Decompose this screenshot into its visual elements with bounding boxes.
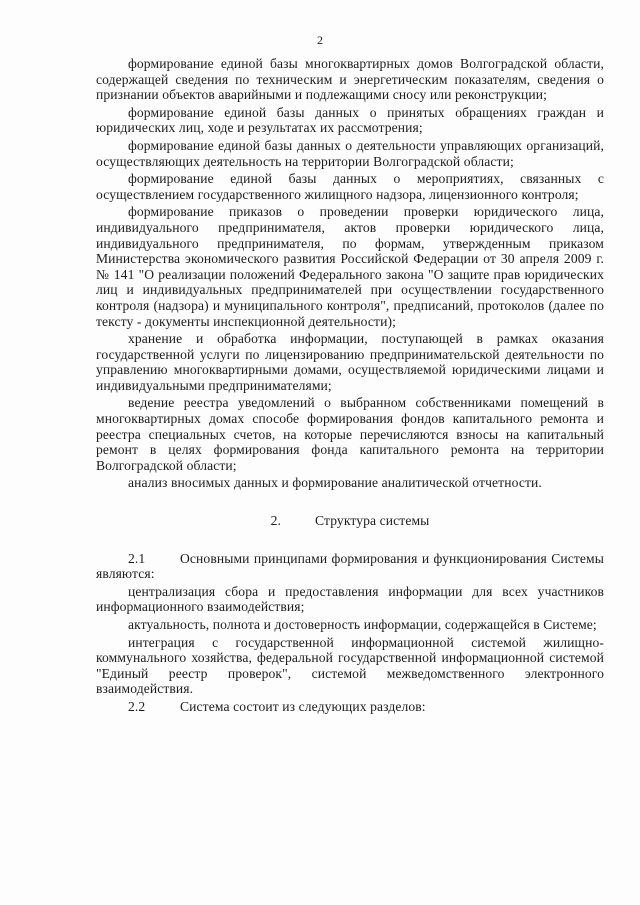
paragraph: формирование единой базы многоквартирных домов Волгоградской области, содержащей сведения по техническим и энергетическим показателям, сведения о признании объектов аварийными и подлежащими сносу или реконструкции; (96, 56, 604, 103)
section-heading (96, 513, 604, 529)
paragraph: ведение реестра уведомлений о выбранном собственниками помещений в многоквартирных домах способе формирования фондов капитального ремонта и реестра специальных счетов, на которые перечисляются взносы на капитальный ремонт в целях формирования фонда капитального ремонта на территории Волгоградской области; (96, 395, 604, 473)
paragraph: формирование приказов о проведении проверки юридического лица, индивидуального предпринимателя, актов проверки юридического лица, индивидуального предпринимателя, по формам, утвержденным приказом Министерства экономического развития Российской Федерации от 30 апреля 2009 г. № 141 "О реализации положений Федерального закона "О защите прав юридических лиц и индивидуальных предпринимателей при осуществлении государственного контроля (надзора) и муниципального контроля", предписаний, протоколов (далее по тексту - документы инспекционной деятельности); (96, 204, 604, 329)
clause-text: Система состоит из следующих разделов: (180, 698, 426, 714)
section-title: Структура системы (315, 513, 430, 529)
paragraph: формирование единой базы данных о деятельности управляющих организаций, осуществляющих деятельность на территории Волгоградской области; (96, 137, 604, 169)
paragraph: формирование единой базы данных о принятых обращениях граждан и юридических лиц, ходе и результатах их рассмотрения; (96, 104, 604, 136)
clause-2-2 (96, 699, 604, 715)
clause-number: 2.1 (128, 550, 146, 566)
document-body (96, 55, 604, 717)
clause-text: Основными принципами формирования и функционирования Системы являются: (96, 550, 604, 582)
paragraph: хранение и обработка информации, поступающей в рамках оказания государственной услуги по лицензированию предпринимательской деятельности по управлению многоквартирными домами, осуществляемой юридическими лицами и индивидуальными предпринимателями; (96, 331, 604, 393)
principle-item: интеграция с государственной информационной системой жилищно-коммунального хозяйства, федеральной государственной информационной системой "Единый реестр проверок", системой межведомственного электронного взаимодействия. (96, 634, 604, 697)
paragraph: анализ вносимых данных и формирование аналитической отчетности. (128, 475, 542, 491)
section-number: 2. (270, 513, 282, 529)
principle-item: актуальность, полнота и достоверность информации, содержащейся в Системе; (128, 617, 597, 632)
page-number: 2 (317, 33, 323, 47)
clause-2-1 (96, 551, 604, 582)
clause-number: 2.2 (128, 698, 146, 714)
principle-item: централизация сбора и предоставления информации для всех участников информационного взаимодействия; (96, 583, 604, 615)
paragraph: формирование единой базы данных о мероприятиях, связанных с осуществлением государственного жилищного надзора, лицензионного контроля; (96, 171, 604, 202)
